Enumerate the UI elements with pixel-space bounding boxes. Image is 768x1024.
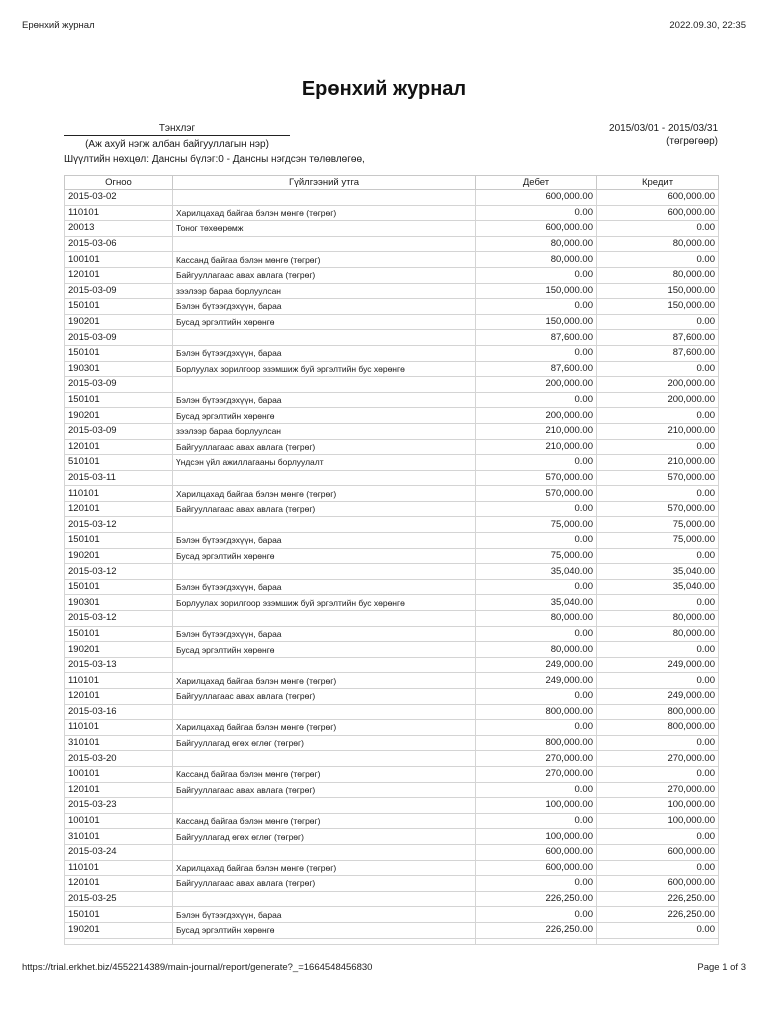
line-description: Бусад эргэлтийн хөрөнгө [173, 408, 476, 424]
line-debit: 80,000.00 [476, 252, 597, 268]
line-credit: 600,000.00 [597, 205, 719, 221]
line-credit: 0.00 [597, 314, 719, 330]
entry-date: 2015-03-23 [65, 798, 173, 814]
entry-credit: 249,000.00 [597, 657, 719, 673]
journal-line-row [65, 252, 719, 268]
line-account: 310101 [65, 735, 173, 751]
empty-cell [173, 938, 476, 944]
journal-line-row [65, 314, 719, 330]
journal-line-row [65, 766, 719, 782]
report-currency: (төгрөгөөр) [666, 136, 718, 147]
line-account: 150101 [65, 533, 173, 549]
journal-line-row [65, 642, 719, 658]
line-account: 120101 [65, 501, 173, 517]
journal-line-row [65, 221, 719, 237]
line-debit: 0.00 [476, 205, 597, 221]
entry-description: зээлээр бараа борлуулсан [173, 283, 476, 299]
line-account: 110101 [65, 860, 173, 876]
journal-line-row [65, 735, 719, 751]
entry-debit: 35,040.00 [476, 564, 597, 580]
line-account: 150101 [65, 907, 173, 923]
line-debit: 35,040.00 [476, 595, 597, 611]
line-description: Байгууллагаас авах авлага (төгрөг) [173, 689, 476, 705]
entry-debit: 210,000.00 [476, 423, 597, 439]
report-period: 2015/03/01 - 2015/03/31 [609, 123, 718, 134]
line-description: Кассанд байгаа бэлэн мөнгө (төгрөг) [173, 813, 476, 829]
line-account: 100101 [65, 252, 173, 268]
line-account: 120101 [65, 689, 173, 705]
line-account: 110101 [65, 205, 173, 221]
entry-description [173, 704, 476, 720]
entry-debit: 200,000.00 [476, 377, 597, 393]
entry-date: 2015-03-12 [65, 517, 173, 533]
line-description: Байгууллагад өгөх өглөг (төгрөг) [173, 735, 476, 751]
line-description: Бэлэн бүтээгдэхүүн, бараа [173, 907, 476, 923]
journal-line-row [65, 361, 719, 377]
line-description: Бусад эргэлтийн хөрөнгө [173, 922, 476, 938]
col-header-credit: Кредит [597, 176, 719, 190]
journal-line-row [65, 860, 719, 876]
line-debit: 0.00 [476, 876, 597, 892]
line-debit: 0.00 [476, 579, 597, 595]
line-description: Харилцахад байгаа бэлэн мөнгө (төгрөг) [173, 860, 476, 876]
line-account: 110101 [65, 720, 173, 736]
journal-table [64, 175, 719, 945]
entry-date: 2015-03-16 [65, 704, 173, 720]
entry-debit: 226,250.00 [476, 891, 597, 907]
journal-line-row [65, 673, 719, 689]
journal-entry-row [65, 657, 719, 673]
line-debit: 0.00 [476, 626, 597, 642]
entry-debit: 600,000.00 [476, 190, 597, 206]
entry-date: 2015-03-12 [65, 564, 173, 580]
entry-credit: 600,000.00 [597, 844, 719, 860]
entry-date: 2015-03-20 [65, 751, 173, 767]
journal-entry-row [65, 377, 719, 393]
journal-entry-row [65, 470, 719, 486]
line-account: 150101 [65, 345, 173, 361]
line-account: 190301 [65, 361, 173, 377]
journal-line-row [65, 595, 719, 611]
line-credit: 0.00 [597, 595, 719, 611]
line-debit: 100,000.00 [476, 829, 597, 845]
line-account: 120101 [65, 876, 173, 892]
col-header-date: Огноо [65, 176, 173, 190]
line-debit: 570,000.00 [476, 486, 597, 502]
entry-description [173, 190, 476, 206]
journal-entry-row [65, 704, 719, 720]
line-description: Бэлэн бүтээгдэхүүн, бараа [173, 299, 476, 315]
line-debit: 0.00 [476, 533, 597, 549]
line-credit: 0.00 [597, 361, 719, 377]
line-account: 120101 [65, 782, 173, 798]
col-header-debit: Дебет [476, 176, 597, 190]
line-credit: 35,040.00 [597, 579, 719, 595]
line-debit: 0.00 [476, 267, 597, 283]
entry-date: 2015-03-25 [65, 891, 173, 907]
journal-entry-row [65, 423, 719, 439]
journal-line-row [65, 299, 719, 315]
line-account: 510101 [65, 455, 173, 471]
line-account: 190201 [65, 314, 173, 330]
line-account: 120101 [65, 267, 173, 283]
line-description: Байгууллагаас авах авлага (төгрөг) [173, 876, 476, 892]
entry-credit: 800,000.00 [597, 704, 719, 720]
line-account: 110101 [65, 486, 173, 502]
journal-line-row [65, 922, 719, 938]
journal-entry-row [65, 564, 719, 580]
entry-description [173, 891, 476, 907]
line-description: Тоног төхөөрөмж [173, 221, 476, 237]
line-account: 110101 [65, 673, 173, 689]
journal-entry-row [65, 330, 719, 346]
empty-cell [65, 938, 173, 944]
report-title: Ерөнхий журнал [301, 78, 467, 100]
page-number: Page 1 of 3 [697, 962, 746, 973]
line-description: Бэлэн бүтээгдэхүүн, бараа [173, 626, 476, 642]
entry-debit: 270,000.00 [476, 751, 597, 767]
table-row-continuation [65, 938, 719, 944]
print-page-title: Ерөнхий журнал [22, 20, 95, 31]
line-account: 20013 [65, 221, 173, 237]
journal-line-row [65, 689, 719, 705]
journal-entry-row [65, 798, 719, 814]
entry-credit: 80,000.00 [597, 236, 719, 252]
line-debit: 80,000.00 [476, 642, 597, 658]
entry-debit: 80,000.00 [476, 611, 597, 627]
line-description: Борлуулах зорилгоор эзэмшиж буй эргэлтийн бус хөрөнгө [173, 595, 476, 611]
line-credit: 0.00 [597, 548, 719, 564]
entry-description [173, 751, 476, 767]
entry-date: 2015-03-09 [65, 330, 173, 346]
entry-description [173, 844, 476, 860]
line-credit: 210,000.00 [597, 455, 719, 471]
entry-description [173, 377, 476, 393]
entry-description [173, 470, 476, 486]
line-credit: 0.00 [597, 860, 719, 876]
journal-body [65, 190, 719, 945]
entry-description [173, 798, 476, 814]
org-name: Тэнхлэг [64, 123, 290, 136]
empty-cell [597, 938, 719, 944]
line-credit: 0.00 [597, 673, 719, 689]
entry-debit: 249,000.00 [476, 657, 597, 673]
line-account: 190201 [65, 922, 173, 938]
journal-line-row [65, 626, 719, 642]
line-debit: 600,000.00 [476, 221, 597, 237]
line-debit: 0.00 [476, 907, 597, 923]
journal-entry-row [65, 751, 719, 767]
line-debit: 226,250.00 [476, 922, 597, 938]
line-account: 150101 [65, 392, 173, 408]
line-debit: 0.00 [476, 782, 597, 798]
line-debit: 270,000.00 [476, 766, 597, 782]
line-description: Байгууллагаас авах авлага (төгрөг) [173, 501, 476, 517]
line-debit: 87,600.00 [476, 361, 597, 377]
journal-entry-row [65, 844, 719, 860]
report-period-block [609, 122, 718, 148]
journal-line-row [65, 439, 719, 455]
entry-credit: 226,250.00 [597, 891, 719, 907]
line-description: Байгууллагаас авах авлага (төгрөг) [173, 267, 476, 283]
line-credit: 0.00 [597, 829, 719, 845]
journal-line-row [65, 829, 719, 845]
journal-line-row [65, 267, 719, 283]
entry-description [173, 236, 476, 252]
line-description: Бэлэн бүтээгдэхүүн, бараа [173, 579, 476, 595]
line-account: 100101 [65, 813, 173, 829]
entry-date: 2015-03-06 [65, 236, 173, 252]
journal-entry-row [65, 611, 719, 627]
entry-credit: 600,000.00 [597, 190, 719, 206]
entry-description [173, 564, 476, 580]
line-credit: 800,000.00 [597, 720, 719, 736]
line-debit: 249,000.00 [476, 673, 597, 689]
journal-line-row [65, 501, 719, 517]
journal-entry-row [65, 283, 719, 299]
line-description: Кассанд байгаа бэлэн мөнгө (төгрөг) [173, 252, 476, 268]
line-debit: 0.00 [476, 501, 597, 517]
line-description: Байгууллагад өгөх өглөг (төгрөг) [173, 829, 476, 845]
line-credit: 600,000.00 [597, 876, 719, 892]
line-description: Бэлэн бүтээгдэхүүн, бараа [173, 345, 476, 361]
line-description: Харилцахад байгаа бэлэн мөнгө (төгрөг) [173, 720, 476, 736]
line-debit: 0.00 [476, 720, 597, 736]
print-header [22, 20, 746, 32]
line-debit: 0.00 [476, 813, 597, 829]
line-credit: 0.00 [597, 408, 719, 424]
entry-date: 2015-03-12 [65, 611, 173, 627]
journal-line-row [65, 455, 719, 471]
line-credit: 75,000.00 [597, 533, 719, 549]
journal-line-row [65, 408, 719, 424]
line-account: 100101 [65, 766, 173, 782]
journal-line-row [65, 907, 719, 923]
line-credit: 0.00 [597, 439, 719, 455]
line-account: 190201 [65, 642, 173, 658]
entry-debit: 150,000.00 [476, 283, 597, 299]
line-debit: 150,000.00 [476, 314, 597, 330]
journal-line-row [65, 813, 719, 829]
entry-date: 2015-03-02 [65, 190, 173, 206]
journal-line-row [65, 392, 719, 408]
line-credit: 0.00 [597, 642, 719, 658]
line-description: Бэлэн бүтээгдэхүүн, бараа [173, 392, 476, 408]
entry-date: 2015-03-13 [65, 657, 173, 673]
journal-line-row [65, 876, 719, 892]
entry-credit: 80,000.00 [597, 611, 719, 627]
entry-credit: 570,000.00 [597, 470, 719, 486]
journal-entry-row [65, 190, 719, 206]
line-credit: 87,600.00 [597, 345, 719, 361]
entry-credit: 200,000.00 [597, 377, 719, 393]
line-credit: 0.00 [597, 922, 719, 938]
journal-line-row [65, 205, 719, 221]
line-credit: 0.00 [597, 735, 719, 751]
empty-cell [476, 938, 597, 944]
line-account: 190301 [65, 595, 173, 611]
line-credit: 150,000.00 [597, 299, 719, 315]
print-footer [22, 962, 746, 974]
line-credit: 0.00 [597, 221, 719, 237]
entry-credit: 87,600.00 [597, 330, 719, 346]
page-url: https://trial.erkhet.biz/4552214389/main-journal/report/generate?_=1664548456830 [22, 962, 373, 973]
journal-entry-row [65, 517, 719, 533]
entry-debit: 80,000.00 [476, 236, 597, 252]
entry-description: зээлээр бараа борлуулсан [173, 423, 476, 439]
line-description: Бусад эргэлтийн хөрөнгө [173, 642, 476, 658]
line-debit: 0.00 [476, 345, 597, 361]
line-credit: 249,000.00 [597, 689, 719, 705]
line-account: 150101 [65, 299, 173, 315]
journal-line-row [65, 486, 719, 502]
journal-line-row [65, 720, 719, 736]
entry-date: 2015-03-09 [65, 283, 173, 299]
line-debit: 0.00 [476, 299, 597, 315]
line-account: 310101 [65, 829, 173, 845]
line-description: Бусад эргэлтийн хөрөнгө [173, 548, 476, 564]
journal-line-row [65, 548, 719, 564]
line-description: Харилцахад байгаа бэлэн мөнгө (төгрөг) [173, 486, 476, 502]
filter-criteria: Шүүлтийн нөхцөл: Дансны бүлэг:0 - Дансны нэгдсэн төлөвлөгөө, [64, 154, 365, 165]
entry-date: 2015-03-09 [65, 377, 173, 393]
entry-description [173, 657, 476, 673]
entry-debit: 75,000.00 [476, 517, 597, 533]
line-credit: 0.00 [597, 252, 719, 268]
line-description: Кассанд байгаа бэлэн мөнгө (төгрөг) [173, 766, 476, 782]
line-credit: 100,000.00 [597, 813, 719, 829]
line-account: 190201 [65, 548, 173, 564]
entry-date: 2015-03-24 [65, 844, 173, 860]
entry-debit: 87,600.00 [476, 330, 597, 346]
line-account: 150101 [65, 579, 173, 595]
entry-debit: 800,000.00 [476, 704, 597, 720]
journal-line-row [65, 533, 719, 549]
line-credit: 80,000.00 [597, 626, 719, 642]
entry-description [173, 611, 476, 627]
journal-line-row [65, 782, 719, 798]
line-debit: 200,000.00 [476, 408, 597, 424]
entry-credit: 150,000.00 [597, 283, 719, 299]
line-description: Үндсэн үйл ажиллагааны борлуулалт [173, 455, 476, 471]
line-account: 190201 [65, 408, 173, 424]
line-debit: 210,000.00 [476, 439, 597, 455]
line-debit: 0.00 [476, 455, 597, 471]
line-description: Харилцахад байгаа бэлэн мөнгө (төгрөг) [173, 205, 476, 221]
line-debit: 600,000.00 [476, 860, 597, 876]
entry-description [173, 517, 476, 533]
entry-debit: 570,000.00 [476, 470, 597, 486]
line-account: 150101 [65, 626, 173, 642]
journal-entry-row [65, 891, 719, 907]
journal-line-row [65, 345, 719, 361]
line-debit: 0.00 [476, 392, 597, 408]
journal-entry-row [65, 236, 719, 252]
entry-credit: 210,000.00 [597, 423, 719, 439]
entry-credit: 100,000.00 [597, 798, 719, 814]
entry-date: 2015-03-11 [65, 470, 173, 486]
entry-debit: 600,000.00 [476, 844, 597, 860]
line-credit: 570,000.00 [597, 501, 719, 517]
line-debit: 800,000.00 [476, 735, 597, 751]
org-caption: (Аж ахуй нэгж албан байгууллагын нэр) [85, 139, 269, 150]
entry-credit: 35,040.00 [597, 564, 719, 580]
line-debit: 0.00 [476, 689, 597, 705]
entry-credit: 75,000.00 [597, 517, 719, 533]
line-description: Харилцахад байгаа бэлэн мөнгө (төгрөг) [173, 673, 476, 689]
journal-line-row [65, 579, 719, 595]
line-description: Бэлэн бүтээгдэхүүн, бараа [173, 533, 476, 549]
table-header-row [65, 176, 719, 190]
line-account: 120101 [65, 439, 173, 455]
line-credit: 0.00 [597, 486, 719, 502]
line-description: Байгууллагаас авах авлага (төгрөг) [173, 782, 476, 798]
line-description: Борлуулах зорилгоор эзэмшиж буй эргэлтийн бус хөрөнгө [173, 361, 476, 377]
line-description: Байгууллагаас авах авлага (төгрөг) [173, 439, 476, 455]
line-credit: 80,000.00 [597, 267, 719, 283]
line-credit: 270,000.00 [597, 782, 719, 798]
entry-date: 2015-03-09 [65, 423, 173, 439]
print-timestamp: 2022.09.30, 22:35 [669, 20, 746, 31]
line-credit: 0.00 [597, 766, 719, 782]
line-debit: 75,000.00 [476, 548, 597, 564]
line-credit: 226,250.00 [597, 907, 719, 923]
entry-debit: 100,000.00 [476, 798, 597, 814]
entry-credit: 270,000.00 [597, 751, 719, 767]
line-credit: 200,000.00 [597, 392, 719, 408]
line-description: Бусад эргэлтийн хөрөнгө [173, 314, 476, 330]
entry-description [173, 330, 476, 346]
col-header-description: Гүйлгээний утга [173, 176, 476, 190]
